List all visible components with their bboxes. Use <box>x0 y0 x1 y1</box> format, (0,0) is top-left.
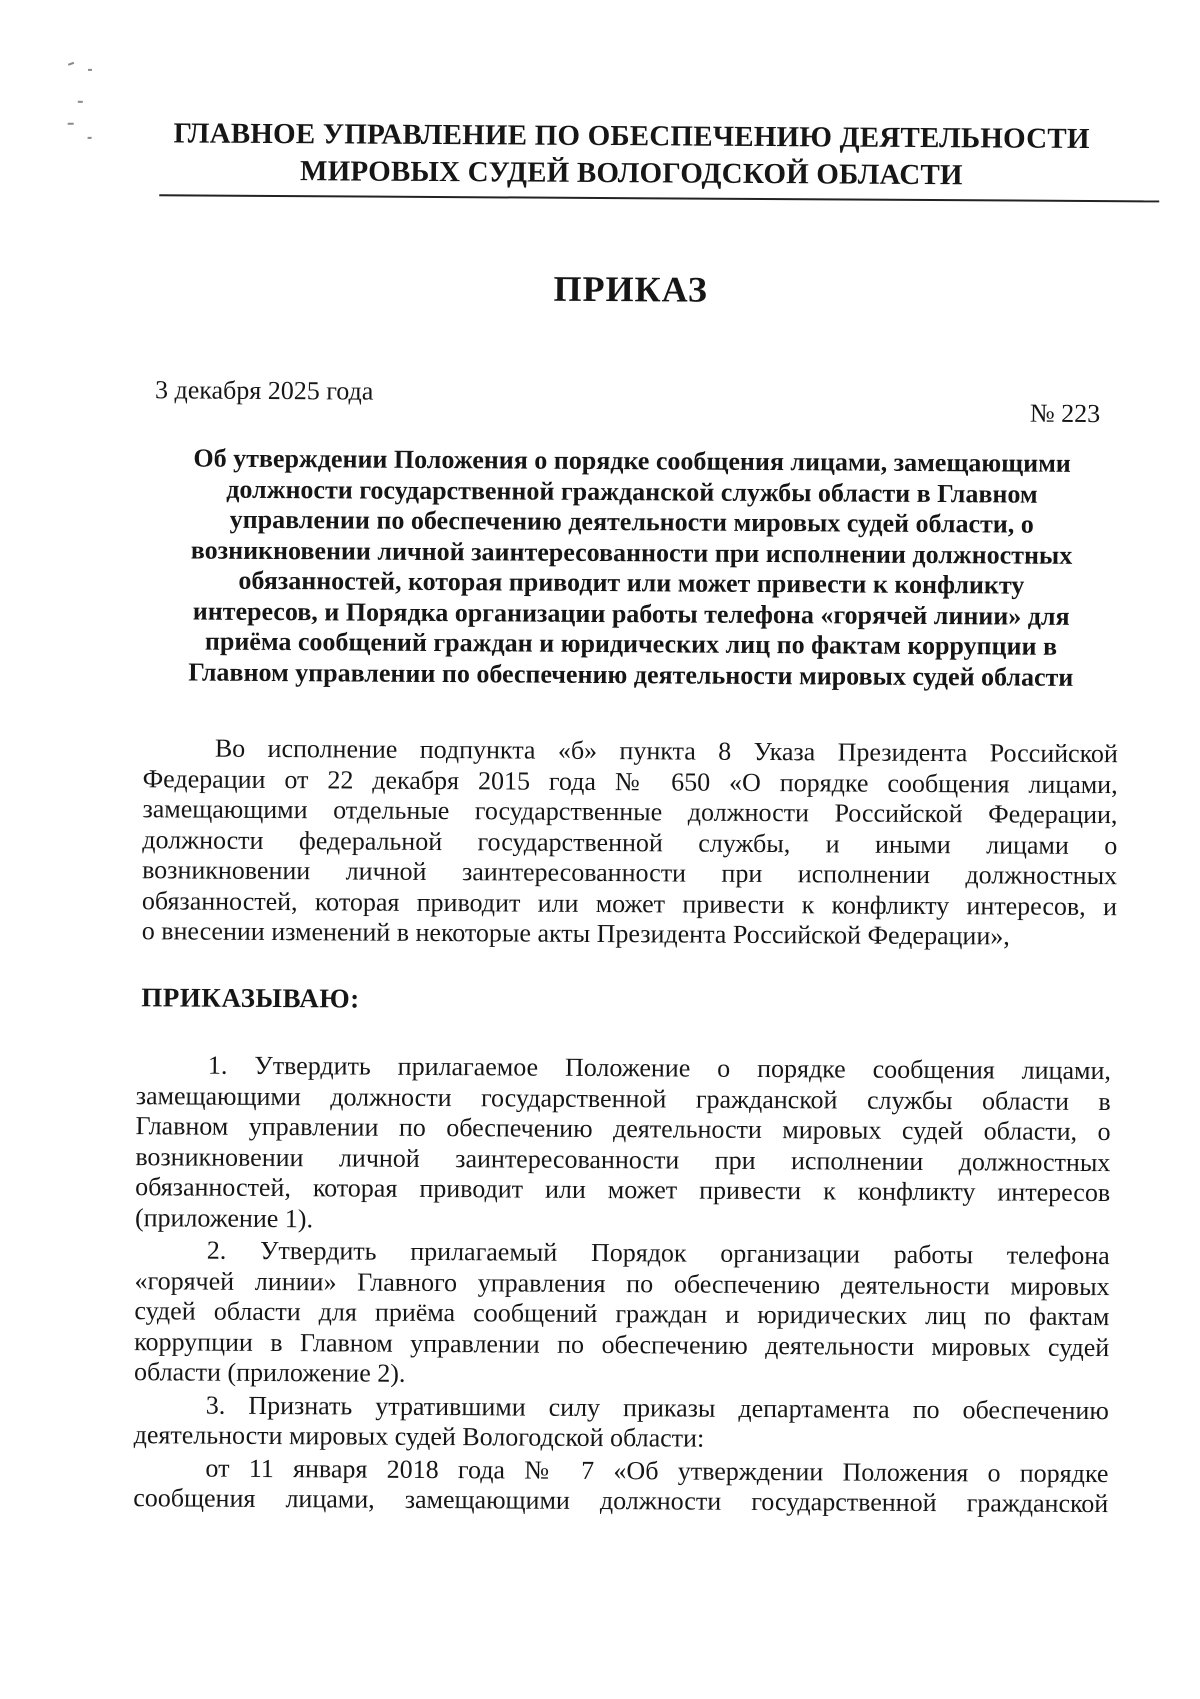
subject-line: приёма сообщений граждан и юридических лиц по фактам коррупции в <box>204 626 1058 661</box>
scan-mark <box>88 69 92 71</box>
order-items-list <box>133 1050 1111 1521</box>
order-item-3 <box>134 1390 1109 1457</box>
organization-header <box>151 115 1111 195</box>
scan-mark <box>78 101 83 103</box>
order-item-1 <box>135 1050 1111 1239</box>
preamble-paragraph <box>142 733 1118 952</box>
order-directive-heading: ПРИКАЗЫВАЮ: <box>141 982 360 1014</box>
preamble-line: возникновении личной заинтересованности при исполнении должностных <box>142 855 1118 891</box>
preamble-line: обязанностей, которая приводит или может привести к конфликту интересов, и <box>141 885 1118 921</box>
item-line: области (приложение 2). <box>133 1357 406 1388</box>
item-line: от 11 января 2018 года № 7 «Об утверждении Положения о порядке <box>205 1453 1109 1488</box>
subject-line: должности государственной гражданской службы области в Главном <box>226 474 1038 509</box>
order-item-2 <box>134 1235 1110 1393</box>
organization-name-line: ГЛАВНОЕ УПРАВЛЕНИЕ ПО ОБЕСПЕЧЕНИЮ ДЕЯТЕЛЬНОСТИ <box>173 117 1090 155</box>
document-date: 3 декабря 2025 года <box>154 375 374 406</box>
item-line: «горячей линии» Главного управления по обеспечению деятельности мировых <box>134 1265 1110 1301</box>
preamble-line: замещающими отдельные государственные должности Российской Федерации, <box>142 794 1118 830</box>
document-subject <box>143 443 1119 693</box>
item-line: сообщения лицами, замещающими должности государственной гражданской <box>133 1483 1109 1519</box>
document-type-title: ПРИКАЗ <box>553 268 708 310</box>
item-line: деятельности мировых судей Вологодской области: <box>133 1420 705 1453</box>
item-line: обязанностей, которая приводит или может привести к конфликту интересов <box>135 1172 1111 1208</box>
item-line: 1. Утвердить прилагаемое Положение о порядке сообщения лицами, <box>207 1050 1112 1086</box>
item-line: замещающими должности государственной гражданской службы области в <box>135 1080 1111 1116</box>
scan-mark <box>88 137 92 139</box>
subject-line: обязанностей, которая приводит или может привести к конфликту <box>238 565 1025 600</box>
preamble-line: должности федеральной государственной службы, и иными лицами о <box>142 824 1118 860</box>
subject-line: Об утверждении Положения о порядке сообщения лицами, замещающими <box>193 443 1071 478</box>
header-divider <box>159 194 1159 202</box>
organization-name-line: МИРОВЫХ СУДЕЙ ВОЛОГОДСКОЙ ОБЛАСТИ <box>299 155 963 192</box>
order-item-3-subitem <box>133 1453 1108 1520</box>
item-line: Главном управлении по обеспечению деятельности мировых судей области, о <box>135 1111 1111 1147</box>
subject-line: интересов, и Порядка организации работы телефона «горячей линии» для <box>192 596 1070 631</box>
item-line: (приложение 1). <box>134 1202 314 1233</box>
preamble-line: Во исполнение подпункта «б» пункта 8 Указа Президента Российской <box>214 733 1118 769</box>
item-line: возникновении личной заинтересованности при исполнении должностных <box>135 1141 1111 1177</box>
item-line: 3. Признать утратившими силу приказы департамента по обеспечению <box>205 1390 1109 1425</box>
document-number: № 223 <box>1029 398 1101 429</box>
scan-mark <box>68 62 74 66</box>
item-line: судей области для приёма сообщений граждан и юридических лиц по фактам <box>134 1296 1110 1332</box>
scan-mark <box>68 123 74 125</box>
subject-line: управлении по обеспечению деятельности мировых судей области, о <box>229 504 1034 539</box>
item-line: коррупции в Главном управлении по обеспечению деятельности мировых судей <box>134 1326 1110 1362</box>
subject-line: Главном управлении по обеспечению деятельности мировых судей области <box>188 656 1074 692</box>
subject-line: возникновении личной заинтересованности при исполнении должностных <box>190 535 1073 570</box>
item-line: 2. Утвердить прилагаемый Порядок организации работы телефона <box>206 1235 1110 1271</box>
preamble-line: Федерации от 22 декабря 2015 года № 650 «О порядке сообщения лицами, <box>142 763 1118 799</box>
preamble-line: о внесении изменений в некоторые акты Президента Российской Федерации», <box>141 916 1010 951</box>
